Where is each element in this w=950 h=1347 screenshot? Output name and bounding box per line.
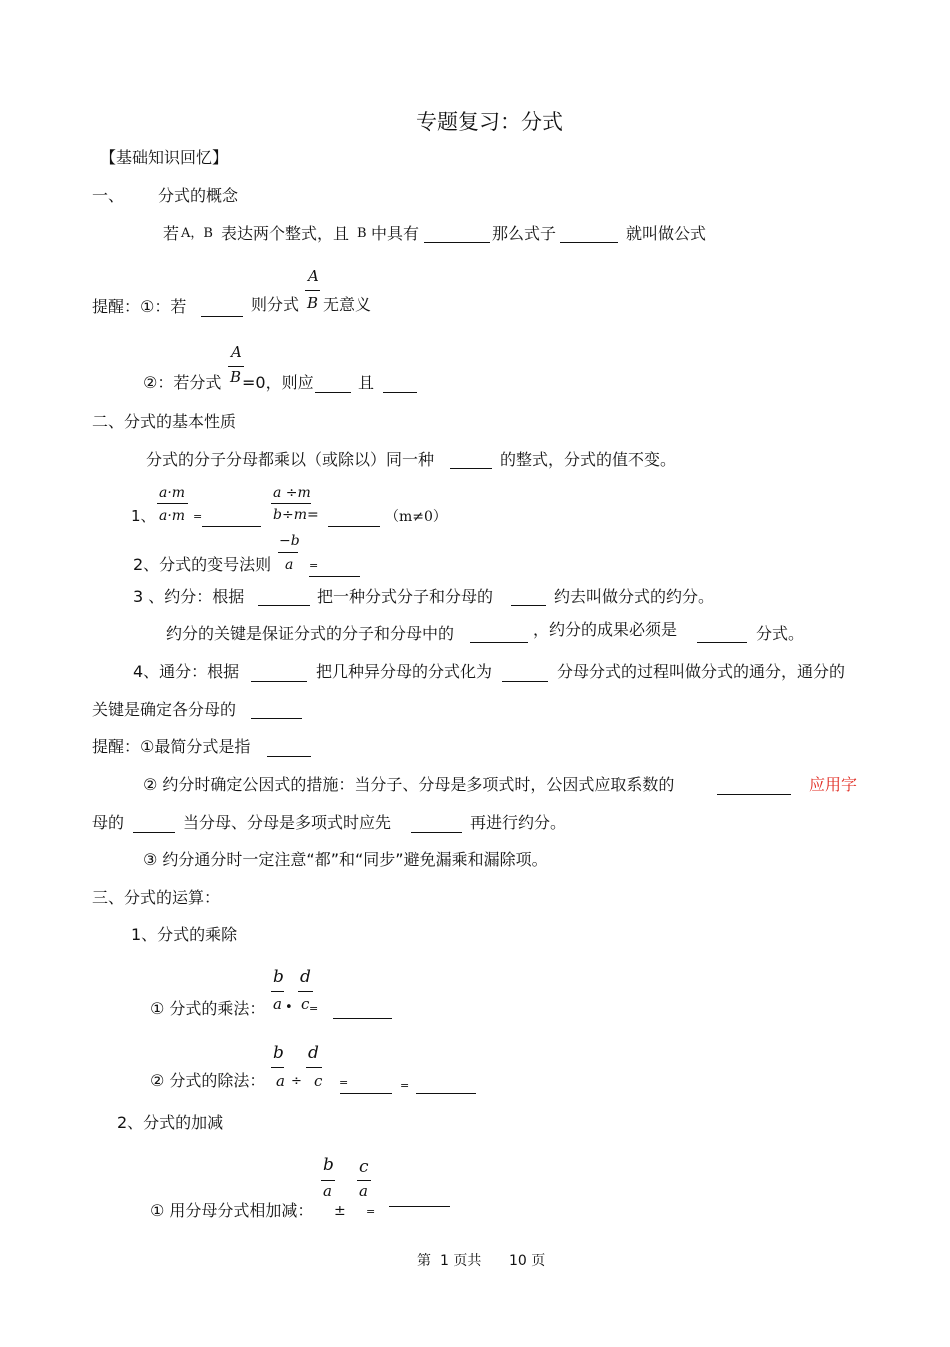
definition-text-c: 中具有 xyxy=(371,224,420,243)
blank-polynomial[interactable] xyxy=(411,832,462,833)
reduce-key-text-b: ，约分的成果必须是 xyxy=(533,620,678,639)
fraction-bar xyxy=(306,1067,322,1068)
definition-text-e: 就叫做公式 xyxy=(626,224,707,243)
fraction-denominator: c xyxy=(314,1072,323,1090)
multiplication-label: ① 分式的乘法： xyxy=(150,999,266,1018)
plus-minus-sign: ± xyxy=(334,1203,346,1219)
reminder-2-and: 且 xyxy=(358,373,375,392)
fraction-numerator: A xyxy=(231,343,242,361)
blank-reduce-1[interactable] xyxy=(258,605,310,606)
blank-property[interactable] xyxy=(450,468,492,469)
blank-reduce-key-2[interactable] xyxy=(697,642,747,643)
condition-text: （m≠0） xyxy=(385,509,447,525)
blank-simplest[interactable] xyxy=(267,756,311,757)
blank-common-1[interactable] xyxy=(251,681,307,682)
fraction-denominator: c xyxy=(301,995,310,1013)
blank-reduce-2[interactable] xyxy=(511,605,546,606)
fraction-denominator: B xyxy=(230,368,242,386)
sub-2-heading: 2、分式的加减 xyxy=(117,1113,224,1132)
equals-sign: = xyxy=(400,1079,410,1092)
footer-page-current: 1 页共 xyxy=(440,1253,482,1269)
property-text-a: 分式的分子分母都乘以（或除以）同一种 xyxy=(146,450,435,469)
reminder-3-r2-text-d: 再进行约分。 xyxy=(470,813,567,832)
fraction-denominator: a xyxy=(285,557,294,573)
item-4-text-b: 把几种异分母的分式化为 xyxy=(316,662,493,681)
fraction-bar xyxy=(278,552,298,553)
equals-sign: = xyxy=(309,1002,319,1015)
item-4-text-a: 4、通分：根据 xyxy=(133,662,240,681)
section-1-number: 一、 xyxy=(92,186,125,205)
reminder-3-r2-text-b: 母的 xyxy=(92,813,125,832)
footer-page-total: 10 页 xyxy=(509,1253,546,1269)
fraction-denominator: b÷m= xyxy=(273,507,319,523)
reminder-2-equals: =0，则应 xyxy=(242,373,314,392)
page-title: 专题复习：分式 xyxy=(416,110,563,134)
fraction-bar xyxy=(271,503,311,504)
fraction-numerator: a ÷m xyxy=(273,485,311,501)
fraction-numerator: d xyxy=(300,967,311,987)
fraction-bar xyxy=(157,503,188,504)
blank-multiplication[interactable] xyxy=(333,1018,392,1019)
item-3-text-c: 约去叫做分式的约分。 xyxy=(554,587,715,606)
equals-sign: = xyxy=(339,1076,349,1089)
blank-property-1[interactable] xyxy=(202,526,261,527)
fraction-bar xyxy=(228,366,244,367)
section-1-heading: 分式的概念 xyxy=(158,186,239,205)
blank-property-2[interactable] xyxy=(328,526,380,527)
fraction-bar xyxy=(305,290,320,291)
fraction-denominator: a xyxy=(359,1182,368,1200)
blank-division-2[interactable] xyxy=(416,1093,476,1094)
definition-ab: A，B xyxy=(181,226,213,241)
fraction-denominator: a xyxy=(273,995,282,1013)
multiply-dot: • xyxy=(285,1000,293,1015)
fraction-numerator: b xyxy=(273,1043,284,1063)
item-1-number: 1、 xyxy=(131,507,156,525)
blank-reduce-key-1[interactable] xyxy=(470,642,528,643)
blank-definition-2[interactable] xyxy=(560,242,618,243)
blank-letter[interactable] xyxy=(133,832,175,833)
fraction-numerator: −b xyxy=(279,533,300,549)
item-4-text-d: 关键是确定各分母的 xyxy=(92,700,237,719)
blank-reminder-2a[interactable] xyxy=(315,392,351,393)
fraction-denominator: B xyxy=(307,294,319,312)
reminder-3-r2-text-c: 当分母、分母是多项式时应先 xyxy=(183,813,392,832)
fraction-numerator: b xyxy=(323,1155,334,1175)
blank-reminder-1[interactable] xyxy=(201,316,243,317)
definition-text-d: 那么式子 xyxy=(492,224,557,243)
reminder-3-r2-text-a: ② 约分时确定公因式的措施：当分子、分母是多项式时，公因式应取系数的 xyxy=(143,775,675,794)
blank-division-1[interactable] xyxy=(340,1093,392,1094)
reduce-key-text-a: 约分的关键是保证分式的分子和分母中的 xyxy=(166,624,455,643)
addition-label: ① 用分母分式相加减： xyxy=(150,1201,314,1220)
fraction-bar xyxy=(357,1180,371,1181)
section-basic-knowledge: 【基础知识回忆】 xyxy=(100,148,229,167)
item-3-text-b: 把一种分式分子和分母的 xyxy=(317,587,494,606)
fraction-numerator: A xyxy=(308,267,319,285)
highlight-text: 应用字 xyxy=(809,775,858,794)
fraction-numerator: a·m xyxy=(159,485,186,501)
fraction-bar xyxy=(271,991,284,992)
fraction-numerator: b xyxy=(273,967,284,987)
definition-text-b: 表达两个整式，且 xyxy=(221,224,350,243)
fraction-numerator: d xyxy=(308,1043,319,1063)
fraction-bar xyxy=(321,1180,335,1181)
blank-definition-1[interactable] xyxy=(424,242,490,243)
equals-sign: = xyxy=(193,510,203,523)
fraction-bar xyxy=(271,1067,284,1068)
reminder-2-label: ②：若分式 xyxy=(143,373,222,392)
division-label: ② 分式的除法： xyxy=(150,1071,266,1090)
section-3-heading: 三、分式的运算： xyxy=(92,888,221,907)
fraction-denominator: a xyxy=(323,1182,332,1200)
reminder-1-then: 则分式 xyxy=(251,295,300,314)
item-2-text: 2、分式的变号法则 xyxy=(133,555,272,574)
blank-addition[interactable] xyxy=(389,1206,450,1207)
reminder-1-label: 提醒：①：若 xyxy=(92,297,187,316)
reduce-key-text-c: 分式。 xyxy=(756,624,805,643)
sub-1-heading: 1、分式的乘除 xyxy=(131,925,238,944)
fraction-denominator: a·m xyxy=(159,508,186,524)
footer-page-prefix: 第 xyxy=(417,1253,431,1269)
blank-coefficient[interactable] xyxy=(717,794,791,795)
section-2-heading: 二、分式的基本性质 xyxy=(92,412,237,431)
reminder-3-r3-text: ③ 约分通分时一定注意“都”和“同步”避免漏乘和漏除项。 xyxy=(143,850,548,869)
equals-sign: = xyxy=(309,559,319,572)
item-4-text-c: 分母分式的过程叫做分式的通分，通分的 xyxy=(557,662,846,681)
equals-sign: = xyxy=(366,1205,376,1218)
blank-sign-rule[interactable] xyxy=(309,576,360,577)
item-3-text-a: 3 、约分：根据 xyxy=(133,587,245,606)
blank-reminder-2b[interactable] xyxy=(383,392,417,393)
definition-text-a: 若 xyxy=(163,224,180,243)
blank-common-2[interactable] xyxy=(502,681,548,682)
definition-B: B xyxy=(357,226,367,241)
blank-common-3[interactable] xyxy=(251,718,302,719)
fraction-denominator: a xyxy=(276,1072,285,1090)
reminder-3-label: 提醒：①最简分式是指 xyxy=(92,737,251,756)
fraction-bar xyxy=(298,991,313,992)
divide-sign: ÷ xyxy=(291,1074,302,1089)
property-text-b: 的整式，分式的值不变。 xyxy=(500,450,677,469)
fraction-numerator: c xyxy=(359,1157,369,1177)
reminder-1-tail: 无意义 xyxy=(323,295,372,314)
